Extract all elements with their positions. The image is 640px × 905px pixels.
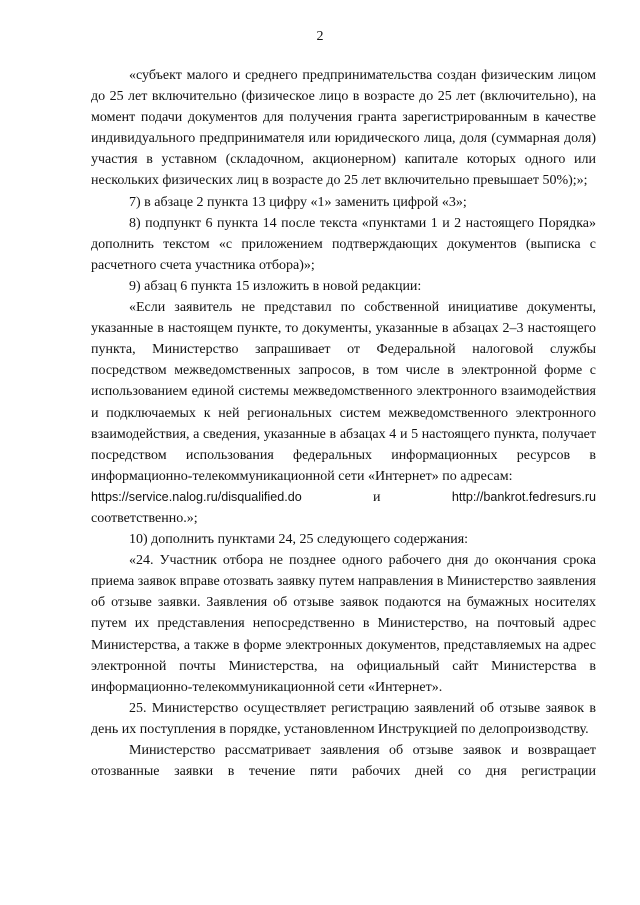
paragraph-item-10: 10) дополнить пунктами 24, 25 следующего содержания: (129, 532, 469, 548)
paragraph-ministry-review: Министерство рассматривает заявления об отзыве заявок и возвращает отозванные заявки в течение пяти рабочих дней со дня регистрации (91, 743, 596, 780)
paragraph-clause-24: «24. Участник отбора не позднее одного рабочего дня до окончания срока приема заявок вправе отозвать заявку путем направления в Министерство заявления об отзыве заявки. Заявления об отзыве заявок подаются на бумажных носителях путем их представления непосредственно в Министерство, на почтовый адрес Министерства, а также в форме электронных документов, представляемых на адрес электронной почты Министерства, на официальный сайт Министерства в информационно-телекоммуникационной сети «Интернет». (91, 553, 596, 695)
document-body (91, 65, 596, 782)
paragraph-item-9: 9) абзац 6 пункта 15 изложить в новой редакции: (129, 278, 422, 294)
conjunction-text: и (373, 489, 381, 505)
page-number: 2 (316, 29, 324, 44)
paragraph-item-9-text: «Если заявитель не представил по собственной инициативе документы, указанные в настоящем пункте, то документы, указанные в абзацах 2–3 настоящего пункта, Министерство запрашивает от Федеральной налоговой службы посредством межведомственных запросов, в том числе в электронной форме с использованием единой системы межведомственного электронного взаимодействия и подключаемых к ней региональных систем межведомственного электронного взаимодействия, а сведения, указанные в абзацах 4 и 5 настоящего пункта, получает посредством использования федеральных информационных ресурсов в информационно-телекоммуникационной сети «Интернет» по адресам: (91, 300, 596, 484)
url-fedresurs-link[interactable]: http://bankrot.fedresurs.ru (451, 489, 597, 504)
paragraph-item-8: 8) подпункт 6 пункта 14 после текста «пунктами 1 и 2 настоящего Порядка» дополнить текстом «с приложением подтверждающих документов (выписка с расчетного счета участника отбора)»; (91, 215, 596, 273)
url-nalog-link[interactable]: https://service.nalog.ru/disqualified.do (91, 489, 302, 504)
paragraph-sme-definition: «субъект малого и среднего предпринимательства создан физическим лицом до 25 лет включительно (физическое лицо в возрасте до 25 лет (включительно), на момент подачи документов для получения гранта зарегистрированным в качестве индивидуального предпринимателя или юридического лица, доля (суммарная доля) участия в уставном (складочном, акционерном) капитале которых одного или нескольких физических лиц в возрасте до 25 лет включительно превышает 50%);»; (91, 68, 596, 189)
paragraph-clause-25: 25. Министерство осуществляет регистрацию заявлений об отзыве заявок в день их поступления в порядке, установленном Инструкцией по делопроизводству. (91, 700, 596, 737)
paragraph-item-7: 7) в абзаце 2 пункта 13 цифру «1» заменить цифрой «3»; (129, 194, 467, 210)
paragraph-addresses-tail: соответственно.»; (91, 510, 198, 526)
paragraph-addresses (91, 487, 596, 508)
